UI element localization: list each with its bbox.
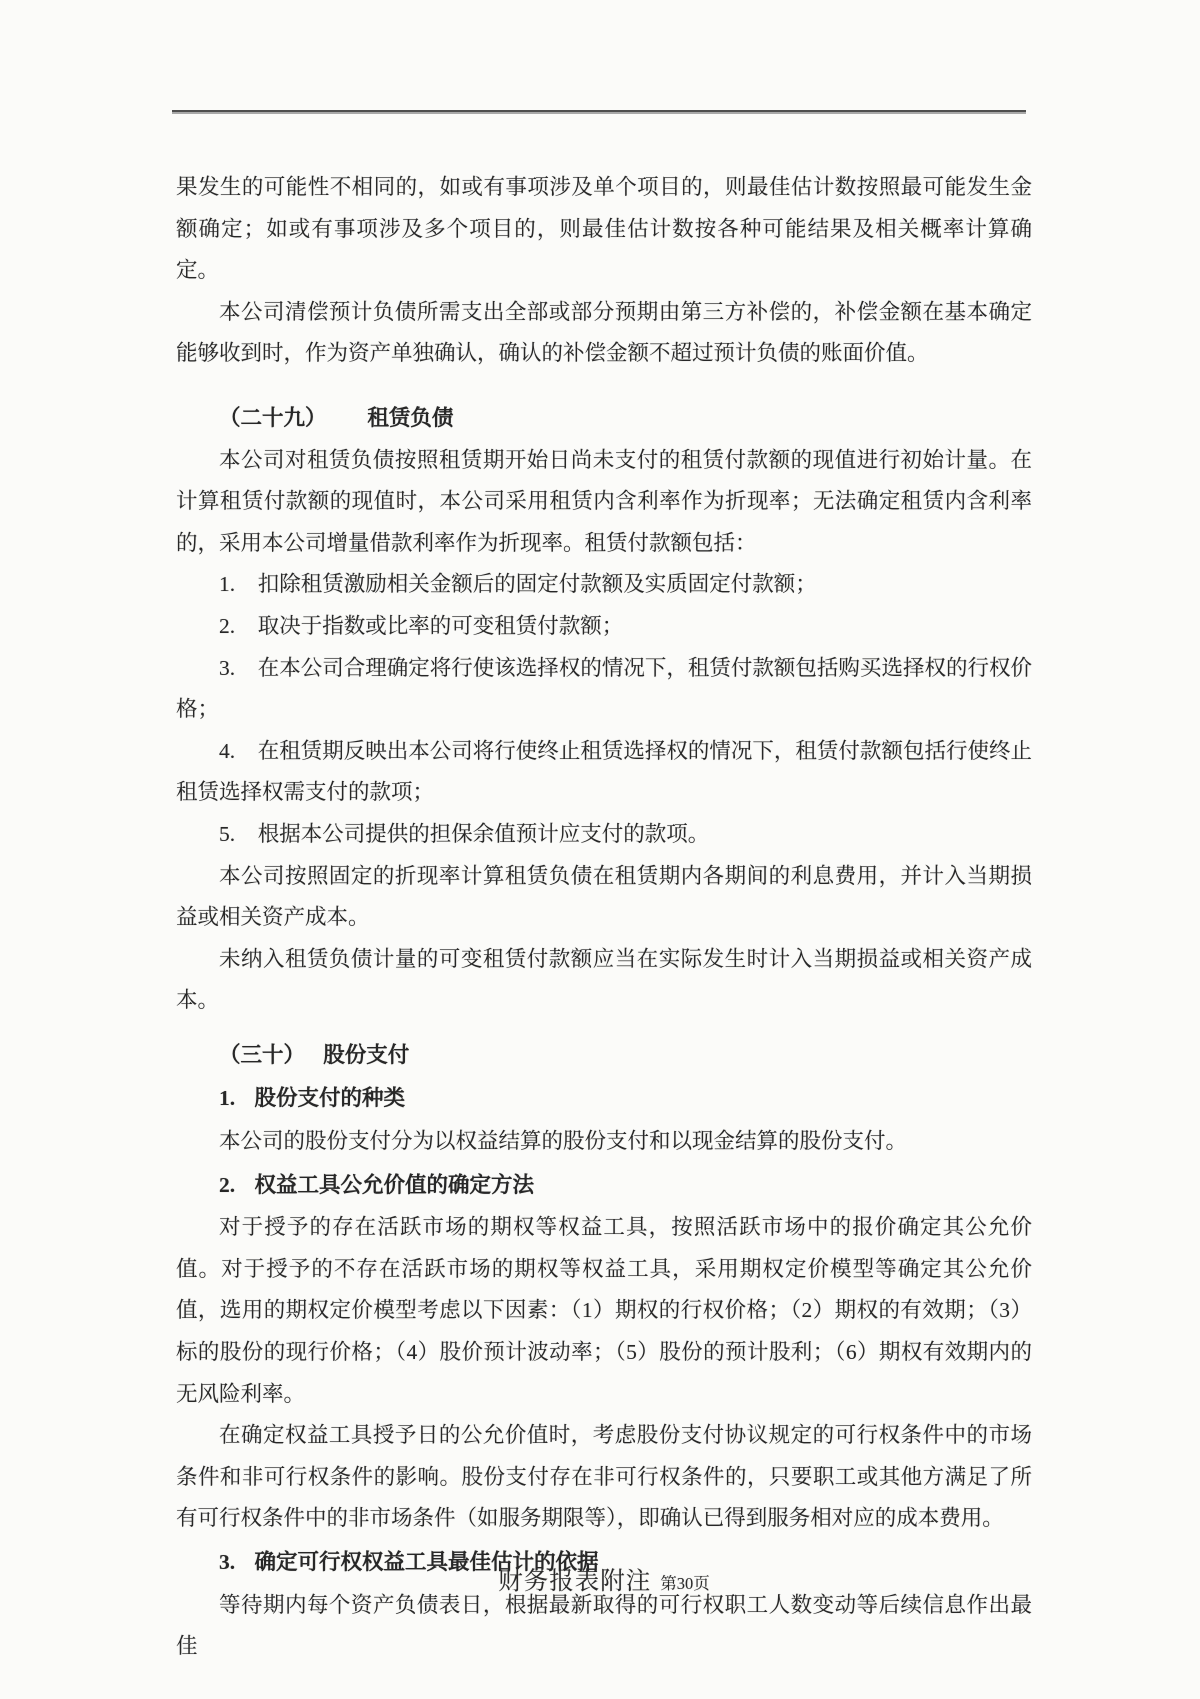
list-item-2	[176, 606, 1032, 648]
subsection-3-title: 确定可行权权益工具最佳估计的依据	[254, 1550, 599, 1574]
list-item-5-number: 5.	[219, 821, 236, 846]
section-30-title: 股份支付	[323, 1042, 410, 1067]
paragraph-carryover: 果发生的可能性不相同的，如或有事项涉及单个项目的，则最佳估计数按照最可能发生金额确定；如或有事项涉及多个项目的，则最佳估计数按各种可能结果及相关概率计算确定。	[176, 175, 1032, 283]
subsection-3-number: 3.	[219, 1550, 236, 1574]
paragraph-variable-lease: 未纳入租赁负债计量的可变租赁付款额应当在实际发生时计入当期损益或相关资产成本。	[176, 946, 1032, 1013]
list-item-1-text: 扣除租赁激励相关金额后的固定付款额及实质固定付款额；	[257, 572, 817, 597]
list-item-5-text: 根据本公司提供的担保余值预计应支付的款项。	[257, 821, 710, 846]
list-item-4	[176, 731, 1032, 814]
paragraph-compensation: 本公司清偿预计负债所需支出全部或部分预期由第三方补偿的，补偿金额在基本确定能够收到时，作为资产单独确认，确认的补偿金额不超过预计负债的账面价值。	[176, 299, 1032, 366]
subsection-2-heading	[176, 1165, 1032, 1207]
footer-page-number: 第30页	[660, 1574, 710, 1593]
subsection-1-number: 1.	[219, 1086, 236, 1111]
paragraph-lease-interest: 本公司按照固定的折现率计算租赁负债在租赁期内各期间的利息费用，并计入当期损益或相关资产成本。	[176, 863, 1032, 930]
subsection-1-title: 股份支付的种类	[254, 1086, 405, 1111]
section-29-intro: 本公司对租赁负债按照租赁期开始日尚未支付的租赁付款额的现值进行初始计量。在计算租赁付款额的现值时，本公司采用租赁内含利率作为折现率；无法确定租赁内含利率的，采用本公司增量借款利率作为折现率。租赁付款额包括：	[176, 447, 1032, 555]
header-divider	[172, 110, 1026, 112]
subsection-2-title: 权益工具公允价值的确定方法	[254, 1172, 534, 1197]
list-item-2-text: 取决于指数或比率的可变租赁付款额；	[257, 613, 624, 638]
list-item-4-number: 4.	[219, 738, 236, 763]
list-item-4-text: 在租赁期反映出本公司将行使终止租赁选择权的情况下，租赁付款额包括行使终止租赁选择权需支付的款项；	[176, 738, 1032, 805]
footer-title: 财务报表附注	[498, 1568, 652, 1595]
paragraph-best-estimate: 等待期内每个资产负债表日，根据最新取得的可行权职工人数变动等后续信息作出最佳	[176, 1592, 1032, 1659]
paragraph-fair-value-2: 在确定权益工具授予日的公允价值时，考虑股份支付协议规定的可行权条件中的市场条件和非可行权条件的影响。股份支付存在非可行权条件的，只要职工或其他方满足了所有可行权条件中的非市场条件（如服务期限等），即确认已得到服务相对应的成本费用。	[176, 1423, 1032, 1531]
section-29-number: （二十九）	[219, 405, 327, 430]
subsection-1-heading	[176, 1078, 1032, 1120]
paragraph-share-payment-types: 本公司的股份支付分为以权益结算的股份支付和以现金结算的股份支付。	[219, 1129, 908, 1154]
list-item-3	[176, 648, 1032, 731]
list-item-1-number: 1.	[219, 572, 236, 597]
list-item-3-text: 在本公司合理确定将行使该选择权的情况下，租赁付款额包括购买选择权的行权价格；	[176, 655, 1032, 722]
page-footer	[176, 1562, 1032, 1597]
subsection-2-number: 2.	[219, 1172, 236, 1197]
page-body	[176, 167, 1032, 1668]
section-29-heading	[176, 398, 1032, 440]
section-30-number: （三十）	[219, 1042, 306, 1067]
list-item-1	[176, 564, 1032, 606]
section-29-title: 租赁负债	[367, 405, 454, 430]
list-item-2-number: 2.	[219, 613, 236, 638]
section-30-heading	[176, 1035, 1032, 1077]
paragraph-fair-value-1: 对于授予的存在活跃市场的期权等权益工具，按照活跃市场中的报价确定其公允价值。对于授予的不存在活跃市场的期权等权益工具，采用期权定价模型等确定其公允价值，选用的期权定价模型考虑以下因素：（1）期权的行权价格；（2）期权的有效期；（3）标的股份的现行价格；（4）股价预计波动率；（5）股份的预计股利；（6）期权有效期内的无风险利率。	[176, 1215, 1032, 1406]
list-item-3-number: 3.	[219, 655, 236, 680]
list-item-5	[176, 814, 1032, 856]
